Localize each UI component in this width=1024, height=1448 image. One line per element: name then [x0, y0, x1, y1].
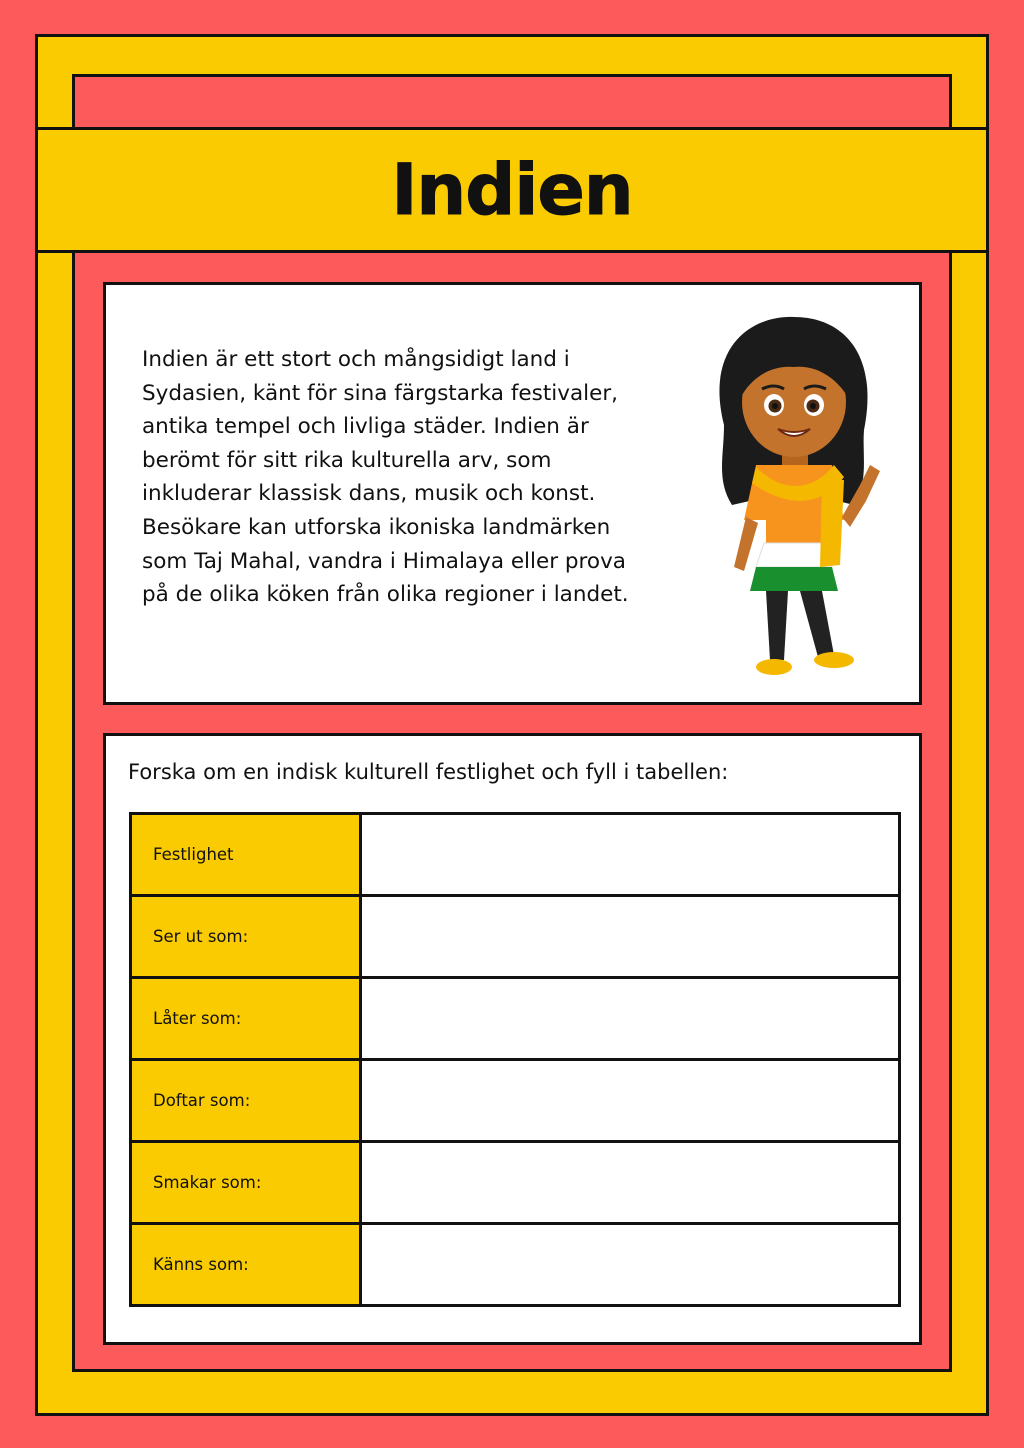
task-prompt: Forska om en indisk kulturell festlighet och fyll i tabellen:: [128, 760, 729, 784]
answer-cell[interactable]: [361, 1142, 900, 1224]
answer-cell[interactable]: [361, 1060, 900, 1142]
row-label: Festlighet: [131, 814, 361, 896]
task-card: [103, 733, 922, 1345]
row-label: Smakar som:: [131, 1142, 361, 1224]
info-card: [103, 282, 922, 705]
table-row: [131, 978, 900, 1060]
answer-cell[interactable]: [361, 896, 900, 978]
row-label: Låter som:: [131, 978, 361, 1060]
table-row: [131, 1224, 900, 1306]
page-title: Indien: [391, 149, 633, 231]
intro-text: Indien är ett stort och mångsidigt land i Sydasien, känt för sina färgstarka festivaler, antika tempel och livliga städer. Indien är berömt för sitt rika kulturella arv, som inkluderar klassisk dans, musik och konst. Besökare kan utforska ikoniska landmärken som Taj Mahal, vandra i Himalaya eller prova på de olika köken från olika regioner i landet.: [142, 347, 629, 608]
table-row: [131, 896, 900, 978]
answer-cell[interactable]: [361, 978, 900, 1060]
answer-cell[interactable]: [361, 814, 900, 896]
festival-table: [129, 812, 901, 1307]
table-row: [131, 1060, 900, 1142]
table-row: [131, 814, 900, 896]
answer-cell[interactable]: [361, 1224, 900, 1306]
row-label: Ser ut som:: [131, 896, 361, 978]
title-banner: [35, 127, 989, 253]
indian-girl-illustration: [694, 305, 894, 685]
table-row: [131, 1142, 900, 1224]
row-label: Doftar som:: [131, 1060, 361, 1142]
row-label: Känns som:: [131, 1224, 361, 1306]
